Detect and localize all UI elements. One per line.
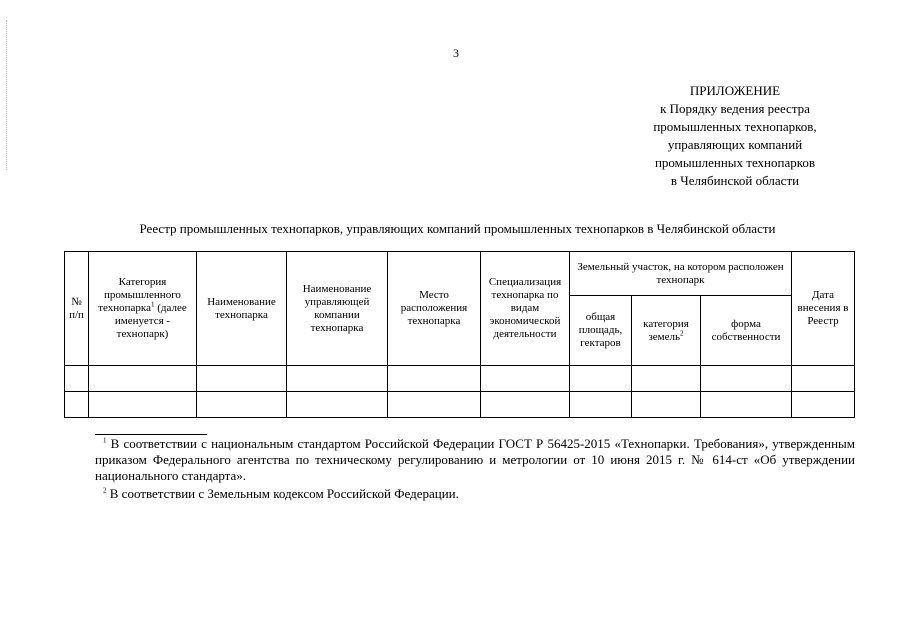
- header-date: Дата внесения в Реестр: [792, 252, 855, 366]
- header-company: Наименование управляющей компании технопарка: [287, 252, 388, 366]
- table-cell: [65, 392, 89, 418]
- appendix-line: к Порядку ведения реестра: [660, 101, 810, 116]
- appendix-line: в Челябинской области: [670, 173, 800, 188]
- header-land-group: Земельный участок, на котором расположен технопарк: [570, 252, 792, 296]
- table-cell: [65, 366, 89, 392]
- header-category: [89, 252, 197, 366]
- footnote-1-text: В соответствии с национальным стандартом Российской Федерации ГОСТ Р 56425-2015 «Технопарки. Требования», утвержденным приказом Федерального агентства по техническому регулированию и метрологии от 10 июня 2015 г. № 614-ст «Об утверждении национального стандарта».: [95, 436, 856, 483]
- table-row: [65, 366, 855, 392]
- table-cell: [481, 392, 570, 418]
- table-cell: [89, 366, 197, 392]
- header-land-category: [632, 296, 701, 366]
- footnote-1: [95, 436, 855, 484]
- table-cell: [89, 392, 197, 418]
- header-land-category-label: категория земель: [643, 317, 689, 343]
- page-number: 3: [453, 46, 459, 60]
- footnote-2-marker: 2: [103, 486, 107, 495]
- footnotes: [95, 436, 855, 502]
- table-cell: [197, 392, 287, 418]
- appendix-line: ПРИЛОЖЕНИЕ: [689, 83, 781, 98]
- header-name: Наименование технопарка: [197, 252, 287, 366]
- table-cell: [792, 392, 855, 418]
- header-land-area: общая площадь, гектаров: [570, 296, 632, 366]
- header-number: № п/п: [65, 252, 89, 366]
- margin-mark: [6, 20, 8, 170]
- footnote-2-text: В соответствии с Земельным кодексом Российской Федерации.: [109, 486, 459, 501]
- header-category-label: Категория промышленного технопарка: [98, 276, 181, 314]
- table-cell: [792, 366, 855, 392]
- footnote-1-marker: 1: [103, 436, 107, 445]
- table-cell: [632, 392, 701, 418]
- appendix-header: [610, 82, 860, 190]
- footnote-ref-1: 1: [151, 300, 155, 309]
- table-cell: [287, 366, 388, 392]
- footnote-2: [103, 486, 855, 502]
- table-cell: [570, 392, 632, 418]
- table-cell: [287, 392, 388, 418]
- appendix-line: промышленных технопарков,: [653, 119, 817, 134]
- table-cell: [481, 366, 570, 392]
- header-location: Место расположения технопарка: [388, 252, 481, 366]
- footnote-ref-2: 2: [680, 328, 684, 337]
- appendix-line: промышленных технопарков: [654, 155, 816, 170]
- registry-title: Реестр промышленных технопарков, управляющих компаний промышленных технопарков в Челябинской области: [139, 221, 776, 236]
- table-cell: [197, 366, 287, 392]
- header-specialization: Специализация технопарка по видам экономической деятельности: [481, 252, 570, 366]
- table-cell: [701, 392, 792, 418]
- table-cell: [570, 366, 632, 392]
- header-land-ownership: форма собственности: [701, 296, 792, 366]
- table-cell: [632, 366, 701, 392]
- table-row: [65, 392, 855, 418]
- header-category-note: (далее именуется - технопарк): [114, 302, 187, 340]
- table-cell: [388, 366, 481, 392]
- table-cell: [701, 366, 792, 392]
- footnote-divider: [95, 434, 207, 435]
- appendix-line: управляющих компаний: [667, 137, 803, 152]
- registry-table: [64, 251, 855, 418]
- table-cell: [388, 392, 481, 418]
